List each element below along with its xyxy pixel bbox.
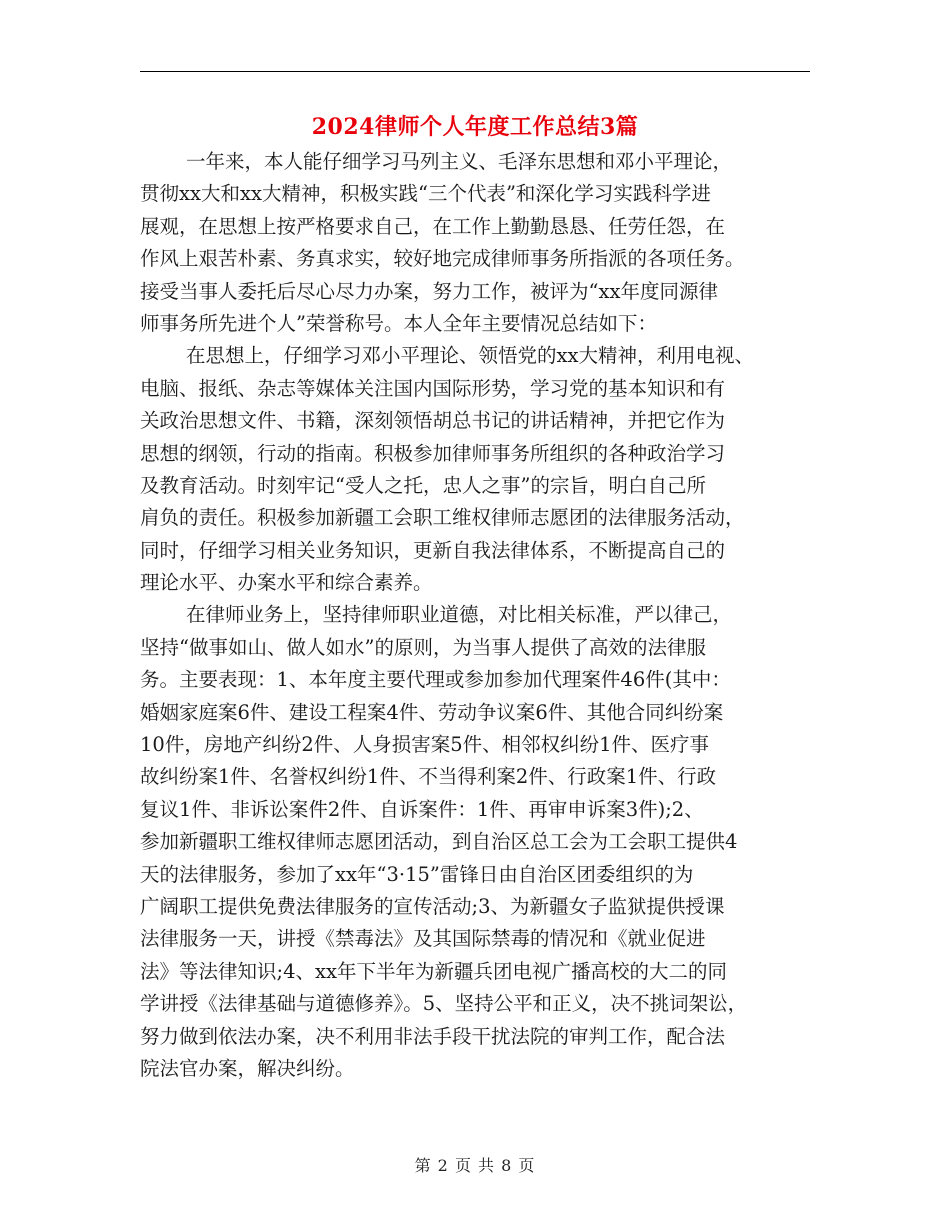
paragraph-line: 贯彻xx大和xx大精神，积极实践“三个代表”和深化学习实践科学进 xyxy=(140,182,711,206)
paragraph-line: 理论水平、办案水平和综合素养。 xyxy=(140,571,433,595)
paragraph-line: 法律服务一天，讲授《禁毒法》及其国际禁毒的情况和《就业促进 xyxy=(140,927,706,951)
page-number-footer: 第 2 页 共 8 页 xyxy=(414,1156,536,1175)
document-title: 2024律师个人年度工作总结3篇 xyxy=(311,114,639,140)
paragraph-line: 关政治思想文件、书籍，深刻领悟胡总书记的讲话精神，并把它作为 xyxy=(140,409,726,433)
paragraph-line: 在律师业务上，坚持律师职业道德，对比相关标准，严以律己， xyxy=(186,603,733,627)
paragraph-line: 学讲授《法律基础与道德修养》。5、坚持公平和正义，决不挑词架讼， xyxy=(140,992,748,1016)
paragraph-line: 务。主要表现：1、本年度主要代理或参加参加代理案件46件(其中： xyxy=(140,668,731,692)
paragraph-line: 接受当事人委托后尽心尽力办案，努力工作，被评为“xx年度同源律 xyxy=(140,279,718,303)
paragraph-line: 作风上艰苦朴素、务真求实，较好地完成律师事务所指派的各项任务。 xyxy=(140,247,745,271)
paragraph-line: 在思想上，仔细学习邓小平理论、领悟党的xx大精神，利用电视、 xyxy=(186,344,754,368)
paragraph-line: 婚姻家庭案6件、建设工程案4件、劳动争议案6件、其他合同纠纷案 xyxy=(140,700,724,724)
paragraph-line: 师事务所先进个人”荣誉称号。本人全年主要情况总结如下： xyxy=(140,311,657,335)
paragraph-line: 肩负的责任。积极参加新疆工会职工维权律师志愿团的法律服务活动， xyxy=(140,506,745,530)
paragraph-line: 坚持“做事如山、做人如水”的原则，为当事人提供了高效的法律服 xyxy=(140,635,706,659)
paragraph-line: 院法官办案，解决纠纷。 xyxy=(140,1056,355,1080)
paragraph-line: 同时，仔细学习相关业务知识，更新自我法律体系，不断提高自己的 xyxy=(140,538,726,562)
paragraph-line: 一年来，本人能仔细学习马列主义、毛泽东思想和邓小平理论， xyxy=(186,150,733,173)
paragraph-line: 参加新疆职工维权律师志愿团活动，到自治区总工会为工会职工提供4 xyxy=(140,830,738,854)
paragraph-line: 法》等法律知识;4、xx年下半年为新疆兵团电视广播高校的大二的同 xyxy=(140,959,727,983)
paragraph-line: 广阔职工提供免费法律服务的宣传活动;3、为新疆女子监狱提供授课 xyxy=(140,894,725,918)
paragraph-line: 及教育活动。时刻牢记“受人之托，忠人之事”的宗旨，明白自己所 xyxy=(140,473,706,497)
paragraph-line: 天的法律服务，参加了xx年“3·15”雷锋日由自治区团委组织的为 xyxy=(140,862,694,886)
paragraph-line: 复议1件、非诉讼案件2件、自诉案件：1件、再审申诉案3件);2、 xyxy=(140,797,704,821)
paragraph-line: 思想的纲领，行动的指南。积极参加律师事务所组织的各种政治学习 xyxy=(140,441,726,465)
paragraph-line: 10件，房地产纠纷2件、人身损害案5件、相邻权纠纷1件、医疗事 xyxy=(140,733,710,757)
paragraph-line: 努力做到依法办案，决不利用非法手段干扰法院的审判工作，配合法 xyxy=(140,1024,726,1048)
paragraph-line: 展观，在思想上按严格要求自己，在工作上勤勤恳恳、任劳任怨，在 xyxy=(140,214,726,238)
document-body xyxy=(140,146,830,1085)
paragraph-line: 故纠纷案1件、名誉权纠纷1件、不当得利案2件、行政案1件、行政 xyxy=(140,765,717,789)
paragraph-line: 电脑、报纸、杂志等媒体关注国内国际形势，学习党的基本知识和有 xyxy=(140,376,726,400)
header-rule xyxy=(140,71,810,72)
